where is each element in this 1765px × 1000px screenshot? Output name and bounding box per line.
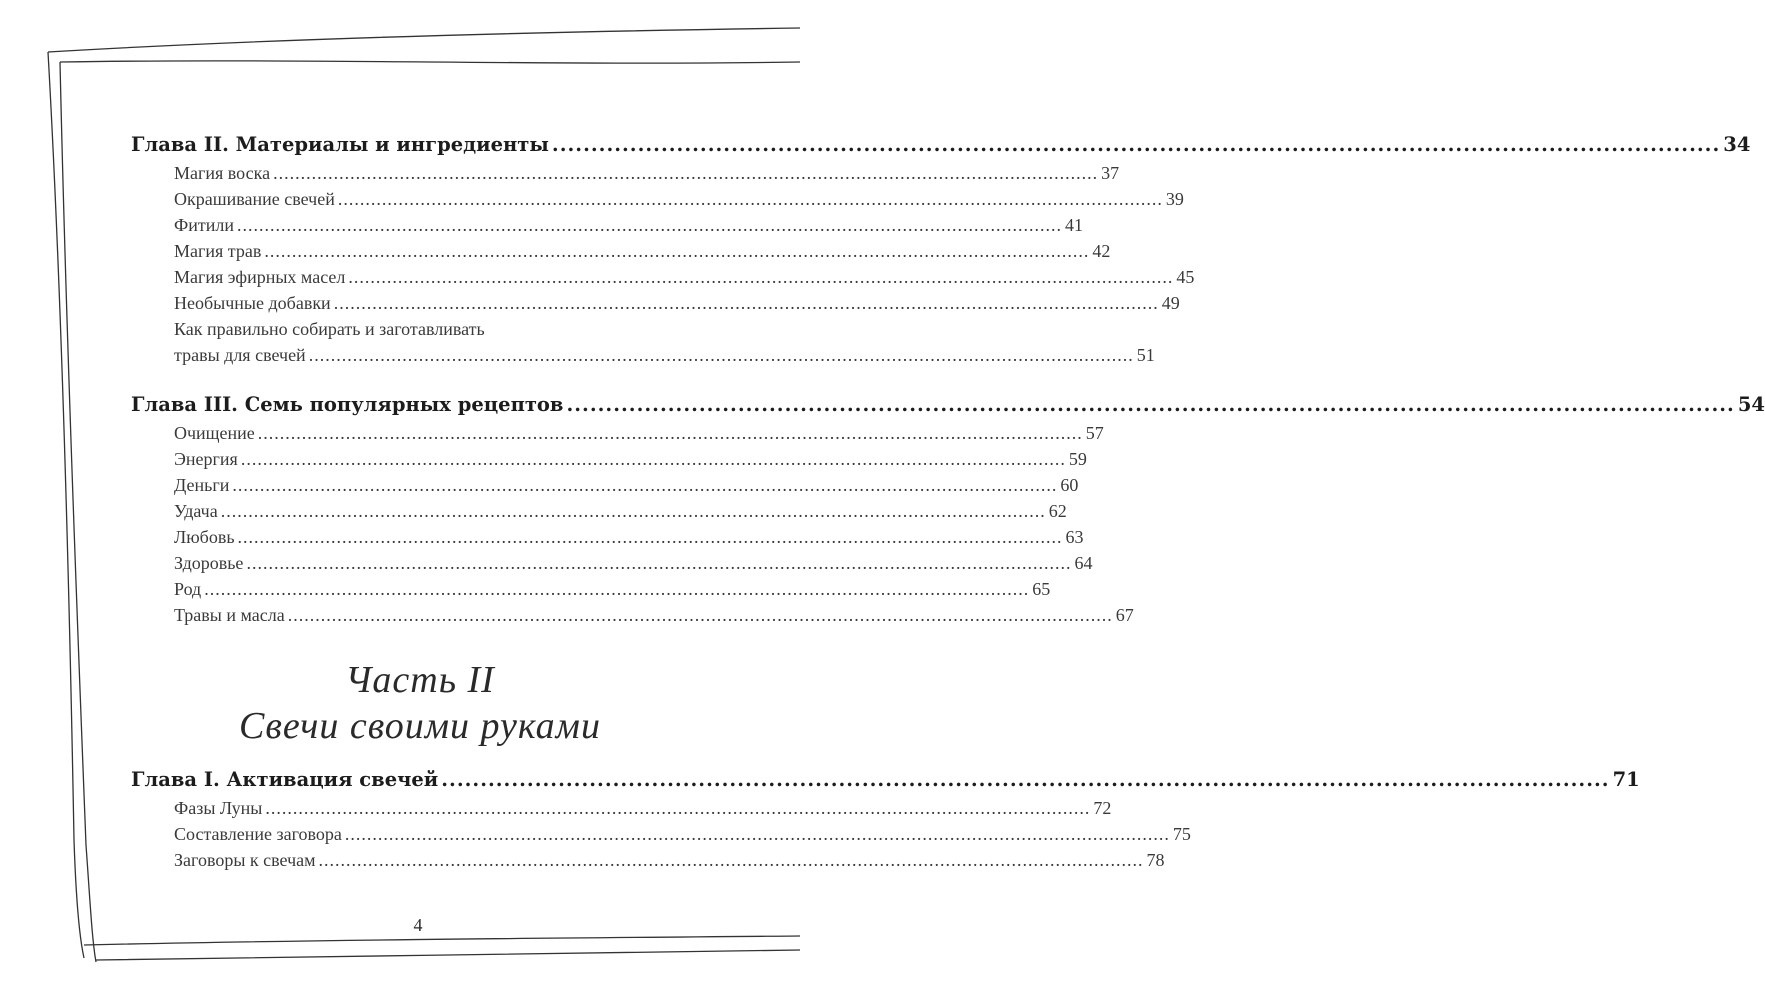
toc-entry[interactable] [131,186,1184,212]
toc-entry-title: Любовь [174,527,235,547]
toc-entry[interactable] [131,446,1087,472]
toc-entry[interactable] [131,847,1165,873]
toc-entry-title: Фитили [174,215,234,235]
toc-entry[interactable] [131,238,1111,264]
dot-leader: ...................................................................................................................................................... [232,475,1058,495]
dot-leader: ...................................................................................................................................................... [308,345,1134,365]
toc-entry-title: Удача [174,501,218,521]
chapter-heading[interactable] [131,765,1640,795]
toc-entry-page: 60 [1060,475,1079,495]
toc-entry[interactable] [131,498,1067,524]
toc-entry[interactable] [131,472,1079,498]
chapter-heading-title: Глава III. Семь популярных рецептов [131,393,564,416]
toc-entry-page: 51 [1136,345,1155,365]
chapter-heading-title: Глава II. Материалы и ингредиенты [131,133,549,156]
toc-entry-title: Необычные добавки [174,293,331,313]
toc-entry-page: 42 [1092,241,1111,261]
toc-entry-title: Травы и масла [174,605,285,625]
dot-leader: ...................................................................................................................................................... [240,449,1066,469]
toc-entry-title: травы для свечей [174,345,306,365]
dot-leader: ...................................................................................................................................................... [551,133,1721,156]
toc-entry[interactable] [131,821,1191,847]
toc-entry-title: Род [174,579,202,599]
dot-leader: ...................................................................................................................................................... [237,527,1063,547]
toc-entry[interactable] [131,342,1155,368]
toc-entry[interactable] [131,290,1180,316]
toc-entry-page: 75 [1172,824,1191,844]
chapter-heading-page: 71 [1612,768,1640,791]
table-of-contents-part2 [131,765,1640,873]
toc-entry-page: 67 [1115,605,1134,625]
dot-leader: ...................................................................................................................................................... [220,501,1046,521]
toc-entry-title: Здоровье [174,553,244,573]
toc-entry-title: Окрашивание свечей [174,189,335,209]
dot-leader: ...................................................................................................................................................... [333,293,1159,313]
dot-leader: ...................................................................................................................................................... [337,189,1163,209]
toc-entry-page: 49 [1161,293,1180,313]
chapter-heading-page: 54 [1737,393,1765,416]
dot-leader: ...................................................................................................................................................... [246,553,1072,573]
toc-entry-page: 63 [1065,527,1084,547]
toc-entry[interactable] [131,795,1112,821]
dot-leader: ...................................................................................................................................................... [257,423,1083,443]
toc-entry[interactable] [131,420,1104,446]
dot-leader: ...................................................................................................................................................... [348,267,1174,287]
toc-entry-title: Энергия [174,449,238,469]
dot-leader: ...................................................................................................................................................... [441,768,1610,791]
toc-entry[interactable] [131,524,1084,550]
dot-leader: ...................................................................................................................................................... [273,163,1099,183]
dot-leader: ...................................................................................................................................................... [287,605,1113,625]
toc-entry-title: Деньги [174,475,230,495]
toc-entry-page: 59 [1068,449,1087,469]
dot-leader: ...................................................................................................................................................... [265,798,1091,818]
toc-entry-page: 57 [1085,423,1104,443]
toc-entry-page: 78 [1146,850,1165,870]
toc-entry[interactable] [131,550,1093,576]
chapter-heading[interactable] [131,390,1765,420]
toc-entry[interactable] [131,602,1134,628]
part-title: Свечи своими руками [239,705,601,747]
toc-entry[interactable] [131,160,1120,186]
dot-leader: ...................................................................................................................................................... [344,824,1170,844]
toc-entry-title: Магия воска [174,163,271,183]
dot-leader: ...................................................................................................................................................... [264,241,1090,261]
dot-leader: ...................................................................................................................................................... [204,579,1030,599]
toc-entry-page: 39 [1165,189,1184,209]
toc-entry-page: 45 [1176,267,1195,287]
toc-entry-page: 65 [1032,579,1051,599]
toc-entry[interactable] [131,576,1051,602]
toc-entry-title: Магия эфирных масел [174,267,346,287]
chapter-heading-page: 34 [1723,133,1751,156]
part-number: Часть II [345,659,495,701]
chapter-heading[interactable] [131,130,1751,160]
dot-leader: ...................................................................................................................................................... [566,393,1735,416]
dot-leader: ...................................................................................................................................................... [318,850,1144,870]
toc-entry-page: 64 [1074,553,1093,573]
toc-entry-page: 72 [1093,798,1112,818]
toc-entry-title: Составление заговора [174,824,342,844]
toc-entry-page: 62 [1048,501,1067,521]
page-number: 4 [413,915,423,935]
toc-entry-page: 41 [1064,215,1083,235]
toc-entry[interactable] [131,212,1083,238]
toc-entry-title: Заговоры к свечам [174,850,316,870]
dot-leader: ...................................................................................................................................................... [236,215,1062,235]
entry-title-line: Как правильно собирать и заготавливать [174,319,485,339]
toc-entry-page: 37 [1101,163,1120,183]
chapter-heading-title: Глава I. Активация свечей [131,768,439,791]
table-of-contents [131,130,1765,628]
toc-entry[interactable] [131,264,1195,290]
toc-entry-title: Фазы Луны [174,798,263,818]
toc-entry-title: Очищение [174,423,255,443]
toc-entry-title: Магия трав [174,241,262,261]
